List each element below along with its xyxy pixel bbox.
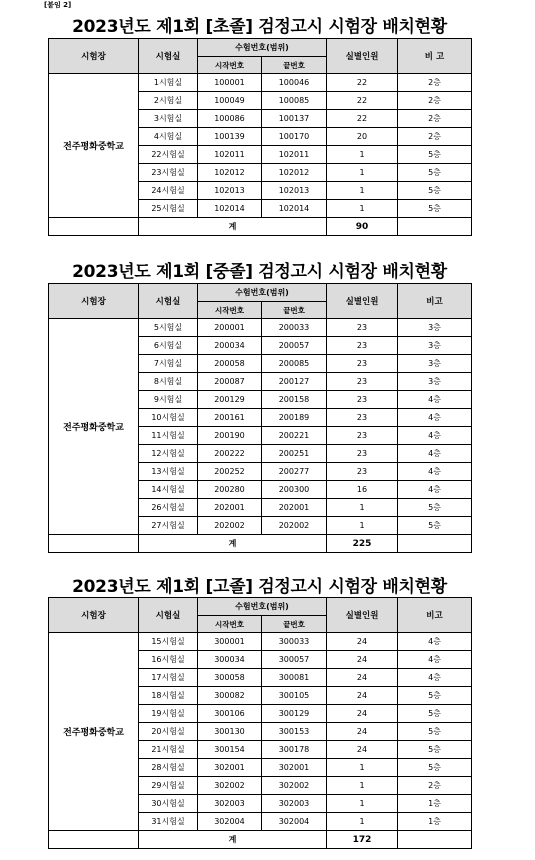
header-start: 시작번호 xyxy=(198,302,262,319)
start-number-cell: 200001 xyxy=(198,319,262,337)
count-cell: 23 xyxy=(327,445,398,463)
end-number-cell: 200158 xyxy=(262,391,327,409)
total-venue-cell xyxy=(49,218,139,236)
room-cell: 8시험실 xyxy=(139,373,198,391)
room-cell: 25시험실 xyxy=(139,200,198,218)
start-number-cell: 300001 xyxy=(198,633,262,651)
room-cell: 11시험실 xyxy=(139,427,198,445)
header-start: 시작번호 xyxy=(198,57,262,74)
start-number-cell: 302001 xyxy=(198,759,262,777)
total-count: 90 xyxy=(327,218,398,236)
end-number-cell: 202002 xyxy=(262,517,327,535)
start-number-cell: 302004 xyxy=(198,813,262,831)
start-number-cell: 202002 xyxy=(198,517,262,535)
attachment-label: [붙임 2] xyxy=(44,1,72,9)
note-cell: 2층 xyxy=(398,92,472,110)
note-cell: 3층 xyxy=(398,355,472,373)
count-cell: 1 xyxy=(327,164,398,182)
end-number-cell: 202001 xyxy=(262,499,327,517)
end-number-cell: 300057 xyxy=(262,651,327,669)
count-cell: 1 xyxy=(327,759,398,777)
total-note-cell xyxy=(398,535,472,553)
room-cell: 22시험실 xyxy=(139,146,198,164)
start-number-cell: 200161 xyxy=(198,409,262,427)
section-title-middle: 2023년도 제1회 [중졸] 검정고시 시험장 배치현황 xyxy=(72,262,447,282)
header-end: 끝번호 xyxy=(262,616,327,633)
header-start: 시작번호 xyxy=(198,616,262,633)
note-cell: 5층 xyxy=(398,741,472,759)
count-cell: 1 xyxy=(327,200,398,218)
total-label: 계 xyxy=(139,831,327,849)
header-room: 시험실 xyxy=(139,284,198,319)
room-cell: 9시험실 xyxy=(139,391,198,409)
note-cell: 4층 xyxy=(398,463,472,481)
room-cell: 18시험실 xyxy=(139,687,198,705)
note-cell: 5층 xyxy=(398,517,472,535)
header-room: 시험실 xyxy=(139,39,198,74)
end-number-cell: 100085 xyxy=(262,92,327,110)
start-number-cell: 200280 xyxy=(198,481,262,499)
note-cell: 5층 xyxy=(398,723,472,741)
header-count: 실별인원 xyxy=(327,284,398,319)
header-venue: 시험장 xyxy=(49,39,139,74)
count-cell: 24 xyxy=(327,633,398,651)
end-number-cell: 100137 xyxy=(262,110,327,128)
start-number-cell: 200222 xyxy=(198,445,262,463)
count-cell: 1 xyxy=(327,777,398,795)
count-cell: 16 xyxy=(327,481,398,499)
end-number-cell: 300105 xyxy=(262,687,327,705)
header-room: 시험실 xyxy=(139,598,198,633)
total-venue-cell xyxy=(49,831,139,849)
room-cell: 12시험실 xyxy=(139,445,198,463)
count-cell: 1 xyxy=(327,182,398,200)
start-number-cell: 300034 xyxy=(198,651,262,669)
total-label: 계 xyxy=(139,218,327,236)
room-cell: 20시험실 xyxy=(139,723,198,741)
room-cell: 21시험실 xyxy=(139,741,198,759)
note-cell: 1층 xyxy=(398,813,472,831)
count-cell: 1 xyxy=(327,499,398,517)
end-number-cell: 200277 xyxy=(262,463,327,481)
count-cell: 23 xyxy=(327,319,398,337)
note-cell: 5층 xyxy=(398,182,472,200)
seating-table-high xyxy=(48,597,472,849)
total-count: 172 xyxy=(327,831,398,849)
table-row xyxy=(49,319,472,337)
note-cell: 5층 xyxy=(398,705,472,723)
room-cell: 17시험실 xyxy=(139,669,198,687)
count-cell: 22 xyxy=(327,110,398,128)
end-number-cell: 102011 xyxy=(262,146,327,164)
note-cell: 4층 xyxy=(398,633,472,651)
start-number-cell: 200058 xyxy=(198,355,262,373)
count-cell: 23 xyxy=(327,337,398,355)
start-number-cell: 100086 xyxy=(198,110,262,128)
end-number-cell: 200189 xyxy=(262,409,327,427)
room-cell: 16시험실 xyxy=(139,651,198,669)
note-cell: 1층 xyxy=(398,795,472,813)
start-number-cell: 102014 xyxy=(198,200,262,218)
room-cell: 23시험실 xyxy=(139,164,198,182)
table-row xyxy=(49,74,472,92)
end-number-cell: 102014 xyxy=(262,200,327,218)
total-row xyxy=(49,218,472,236)
note-cell: 5층 xyxy=(398,200,472,218)
count-cell: 1 xyxy=(327,795,398,813)
header-range: 수험번호(범위) xyxy=(198,39,327,57)
start-number-cell: 300130 xyxy=(198,723,262,741)
header-venue: 시험장 xyxy=(49,598,139,633)
room-cell: 19시험실 xyxy=(139,705,198,723)
start-number-cell: 200252 xyxy=(198,463,262,481)
end-number-cell: 300153 xyxy=(262,723,327,741)
header-note: 비고 xyxy=(398,284,472,319)
note-cell: 4층 xyxy=(398,481,472,499)
note-cell: 3층 xyxy=(398,337,472,355)
end-number-cell: 302002 xyxy=(262,777,327,795)
room-cell: 13시험실 xyxy=(139,463,198,481)
header-end: 끝번호 xyxy=(262,57,327,74)
count-cell: 23 xyxy=(327,463,398,481)
room-cell: 3시험실 xyxy=(139,110,198,128)
count-cell: 20 xyxy=(327,128,398,146)
note-cell: 2층 xyxy=(398,74,472,92)
note-cell: 5층 xyxy=(398,164,472,182)
header-venue: 시험장 xyxy=(49,284,139,319)
count-cell: 23 xyxy=(327,373,398,391)
venue-cell: 전주평화중학교 xyxy=(49,74,139,218)
end-number-cell: 200057 xyxy=(262,337,327,355)
start-number-cell: 200190 xyxy=(198,427,262,445)
note-cell: 4층 xyxy=(398,409,472,427)
count-cell: 22 xyxy=(327,92,398,110)
note-cell: 4층 xyxy=(398,445,472,463)
note-cell: 5층 xyxy=(398,146,472,164)
start-number-cell: 200034 xyxy=(198,337,262,355)
end-number-cell: 200085 xyxy=(262,355,327,373)
end-number-cell: 302004 xyxy=(262,813,327,831)
note-cell: 2층 xyxy=(398,110,472,128)
room-cell: 30시험실 xyxy=(139,795,198,813)
end-number-cell: 300129 xyxy=(262,705,327,723)
room-cell: 15시험실 xyxy=(139,633,198,651)
count-cell: 1 xyxy=(327,517,398,535)
room-cell: 5시험실 xyxy=(139,319,198,337)
total-count: 225 xyxy=(327,535,398,553)
count-cell: 24 xyxy=(327,669,398,687)
total-venue-cell xyxy=(49,535,139,553)
room-cell: 29시험실 xyxy=(139,777,198,795)
count-cell: 1 xyxy=(327,813,398,831)
start-number-cell: 300058 xyxy=(198,669,262,687)
total-row xyxy=(49,535,472,553)
start-number-cell: 200129 xyxy=(198,391,262,409)
count-cell: 23 xyxy=(327,391,398,409)
end-number-cell: 302001 xyxy=(262,759,327,777)
end-number-cell: 100170 xyxy=(262,128,327,146)
note-cell: 2층 xyxy=(398,777,472,795)
end-number-cell: 300033 xyxy=(262,633,327,651)
total-note-cell xyxy=(398,831,472,849)
note-cell: 3층 xyxy=(398,319,472,337)
start-number-cell: 300154 xyxy=(198,741,262,759)
note-cell: 4층 xyxy=(398,427,472,445)
end-number-cell: 200251 xyxy=(262,445,327,463)
room-cell: 2시험실 xyxy=(139,92,198,110)
note-cell: 4층 xyxy=(398,669,472,687)
start-number-cell: 100001 xyxy=(198,74,262,92)
count-cell: 23 xyxy=(327,355,398,373)
room-cell: 6시험실 xyxy=(139,337,198,355)
count-cell: 23 xyxy=(327,409,398,427)
count-cell: 24 xyxy=(327,651,398,669)
room-cell: 27시험실 xyxy=(139,517,198,535)
room-cell: 28시험실 xyxy=(139,759,198,777)
note-cell: 4층 xyxy=(398,391,472,409)
end-number-cell: 200221 xyxy=(262,427,327,445)
room-cell: 24시험실 xyxy=(139,182,198,200)
note-cell: 5층 xyxy=(398,687,472,705)
note-cell: 2층 xyxy=(398,128,472,146)
end-number-cell: 302003 xyxy=(262,795,327,813)
total-label: 계 xyxy=(139,535,327,553)
end-number-cell: 102012 xyxy=(262,164,327,182)
start-number-cell: 300082 xyxy=(198,687,262,705)
start-number-cell: 102011 xyxy=(198,146,262,164)
room-cell: 4시험실 xyxy=(139,128,198,146)
start-number-cell: 102013 xyxy=(198,182,262,200)
room-cell: 14시험실 xyxy=(139,481,198,499)
start-number-cell: 200087 xyxy=(198,373,262,391)
section-title-elementary: 2023년도 제1회 [초졸] 검정고시 시험장 배치현황 xyxy=(72,17,447,37)
end-number-cell: 200300 xyxy=(262,481,327,499)
header-range: 수험번호(범위) xyxy=(198,598,327,616)
room-cell: 10시험실 xyxy=(139,409,198,427)
note-cell: 4층 xyxy=(398,651,472,669)
header-count: 실별인원 xyxy=(327,39,398,74)
note-cell: 5층 xyxy=(398,759,472,777)
header-end: 끝번호 xyxy=(262,302,327,319)
total-row xyxy=(49,831,472,849)
start-number-cell: 202001 xyxy=(198,499,262,517)
table-row xyxy=(49,633,472,651)
end-number-cell: 100046 xyxy=(262,74,327,92)
count-cell: 24 xyxy=(327,723,398,741)
count-cell: 24 xyxy=(327,687,398,705)
room-cell: 26시험실 xyxy=(139,499,198,517)
end-number-cell: 300178 xyxy=(262,741,327,759)
note-cell: 5층 xyxy=(398,499,472,517)
start-number-cell: 100049 xyxy=(198,92,262,110)
start-number-cell: 300106 xyxy=(198,705,262,723)
start-number-cell: 102012 xyxy=(198,164,262,182)
note-cell: 3층 xyxy=(398,373,472,391)
end-number-cell: 102013 xyxy=(262,182,327,200)
room-cell: 1시험실 xyxy=(139,74,198,92)
header-count: 실별인원 xyxy=(327,598,398,633)
count-cell: 24 xyxy=(327,741,398,759)
end-number-cell: 200033 xyxy=(262,319,327,337)
end-number-cell: 300081 xyxy=(262,669,327,687)
header-note: 비고 xyxy=(398,598,472,633)
count-cell: 1 xyxy=(327,146,398,164)
section-title-high: 2023년도 제1회 [고졸] 검정고시 시험장 배치현황 xyxy=(72,577,447,597)
count-cell: 23 xyxy=(327,427,398,445)
total-note-cell xyxy=(398,218,472,236)
header-range: 수험번호(범위) xyxy=(198,284,327,302)
venue-cell: 전주평화중학교 xyxy=(49,319,139,535)
start-number-cell: 100139 xyxy=(198,128,262,146)
seating-table-elementary xyxy=(48,38,472,236)
count-cell: 24 xyxy=(327,705,398,723)
seating-table-middle xyxy=(48,283,472,553)
start-number-cell: 302002 xyxy=(198,777,262,795)
end-number-cell: 200127 xyxy=(262,373,327,391)
start-number-cell: 302003 xyxy=(198,795,262,813)
header-note: 비 고 xyxy=(398,39,472,74)
count-cell: 22 xyxy=(327,74,398,92)
room-cell: 31시험실 xyxy=(139,813,198,831)
room-cell: 7시험실 xyxy=(139,355,198,373)
venue-cell: 전주평화중학교 xyxy=(49,633,139,831)
